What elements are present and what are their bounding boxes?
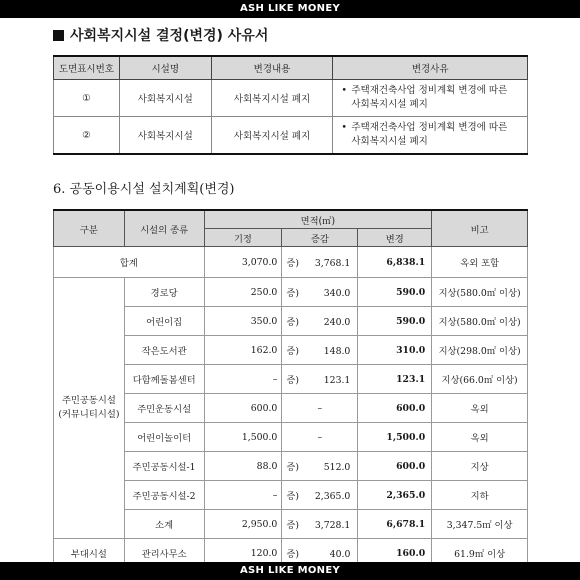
cell-facility-type: 어린이놀이터 [124,423,204,452]
section1-title-text: 사회복지시설 결정(변경) 사유서 [70,28,269,44]
cell-note: 옥외 [432,394,528,423]
reason-line: 사회복지시설 폐지 [351,99,428,110]
header-note: 비고 [432,210,528,247]
header-change-content: 변경내용 [211,56,333,80]
header-map-number: 도면표시번호 [54,56,120,80]
cell-changed: 160.0 [358,539,432,569]
cell-facility-name: 사회복지시설 [119,80,211,117]
table-row [54,394,528,423]
bullet-icon: • [341,85,347,96]
cell-facility-type: 경로당 [124,278,204,307]
cell-changed: 600.0 [358,452,432,481]
cell-facility-type: 주민공동시설-2 [124,481,204,510]
cell-existing: 120.0 [204,539,282,569]
table-header-row [54,210,528,229]
table-row [54,117,528,155]
cell-existing: – [204,365,282,394]
cell-delta: 증) 2,365.0 [282,481,358,510]
cell-delta: 증) 240.0 [282,307,358,336]
cell-delta: 증) 40.0 [282,539,358,569]
top-banner: ASH LIKE MONEY [0,0,580,18]
cell-facility-type: 소계 [124,510,204,539]
cell-delta: 증) 123.1 [282,365,358,394]
table-row [54,423,528,452]
section2-title: 6. 공동이용시설 설치계획(변경) [53,182,235,197]
cell-changed: 1,500.0 [358,423,432,452]
header-facility-type: 시설의 종류 [124,210,204,247]
cell-note: 지상(580.0㎡ 이상) [432,307,528,336]
cell-existing: – [204,481,282,510]
cell-changed: 6,838.1 [358,247,432,278]
group-label-auxiliary: 부대시설 [54,539,125,569]
cell-facility-type: 주민운동시설 [124,394,204,423]
header-area: 면적(㎡) [204,210,432,229]
table-row [54,452,528,481]
header-delta: 증감 [282,229,358,247]
cell-note: 3,347.5㎡ 이상 [432,510,528,539]
cell-change-reason [333,80,528,117]
reason-line: 주택재건축사업 정비계획 변경에 따른 [351,85,508,96]
cell-delta: – [282,423,358,452]
square-bullet-icon [53,30,64,41]
cell-change-reason [333,117,528,155]
cell-facility-type: 어린이집 [124,307,204,336]
cell-change-content: 사회복지시설 폐지 [211,80,333,117]
subtotal-row [54,510,528,539]
cell-note: 옥외 포함 [432,247,528,278]
header-change-reason: 변경사유 [333,56,528,80]
header-changed: 변경 [358,229,432,247]
cell-facility-type: 작은도서관 [124,336,204,365]
cell-map-number: ② [54,117,120,155]
table-row [54,278,528,307]
cell-facility-type: 관리사무소 [124,539,204,569]
header-category: 구분 [54,210,125,247]
table-header-row [54,56,528,80]
cell-note: 옥외 [432,423,528,452]
cell-delta: – [282,394,358,423]
shared-facility-table [53,209,528,569]
bullet-icon: • [341,122,347,133]
table-row [54,336,528,365]
cell-existing: 2,950.0 [204,510,282,539]
total-label: 합계 [54,247,205,278]
cell-note: 지상(580.0㎡ 이상) [432,278,528,307]
cell-existing: 350.0 [204,307,282,336]
cell-note: 지상 [432,452,528,481]
table-row [54,307,528,336]
cell-change-content: 사회복지시설 폐지 [211,117,333,155]
cell-existing: 250.0 [204,278,282,307]
cell-delta: 증) 340.0 [282,278,358,307]
table-row [54,481,528,510]
table-row [54,365,528,394]
cell-existing: 162.0 [204,336,282,365]
cell-changed: 310.0 [358,336,432,365]
section1-title [53,27,268,45]
cell-facility-type: 다함께돌봄센터 [124,365,204,394]
cell-delta: 증) 3,728.1 [282,510,358,539]
welfare-facility-table [53,55,528,155]
cell-delta: 증) 512.0 [282,452,358,481]
cell-existing: 600.0 [204,394,282,423]
reason-line: 주택재건축사업 정비계획 변경에 따른 [351,122,508,133]
group-label-community: 주민공동시설 (커뮤니티시설) [54,278,125,539]
cell-existing: 88.0 [204,452,282,481]
cell-changed: 123.1 [358,365,432,394]
cell-facility-name: 사회복지시설 [119,117,211,155]
table-row [54,80,528,117]
cell-delta: 증) 3,768.1 [282,247,358,278]
cell-facility-type: 주민공동시설-1 [124,452,204,481]
total-row [54,247,528,278]
cell-delta: 증) 148.0 [282,336,358,365]
header-existing: 기정 [204,229,282,247]
cell-existing: 1,500.0 [204,423,282,452]
cell-changed: 590.0 [358,307,432,336]
cell-note: 지상(298.0㎡ 이상) [432,336,528,365]
cell-changed: 590.0 [358,278,432,307]
bottom-banner: ASH LIKE MONEY [0,562,580,580]
header-facility-name: 시설명 [119,56,211,80]
cell-map-number: ① [54,80,120,117]
reason-line: 사회복지시설 폐지 [351,136,428,147]
cell-changed: 6,678.1 [358,510,432,539]
cell-note: 61.9㎡ 이상 [432,539,528,569]
cell-existing: 3,070.0 [204,247,282,278]
cell-changed: 2,365.0 [358,481,432,510]
cell-note: 지하 [432,481,528,510]
cell-note: 지상(66.0㎡ 이상) [432,365,528,394]
cell-changed: 600.0 [358,394,432,423]
